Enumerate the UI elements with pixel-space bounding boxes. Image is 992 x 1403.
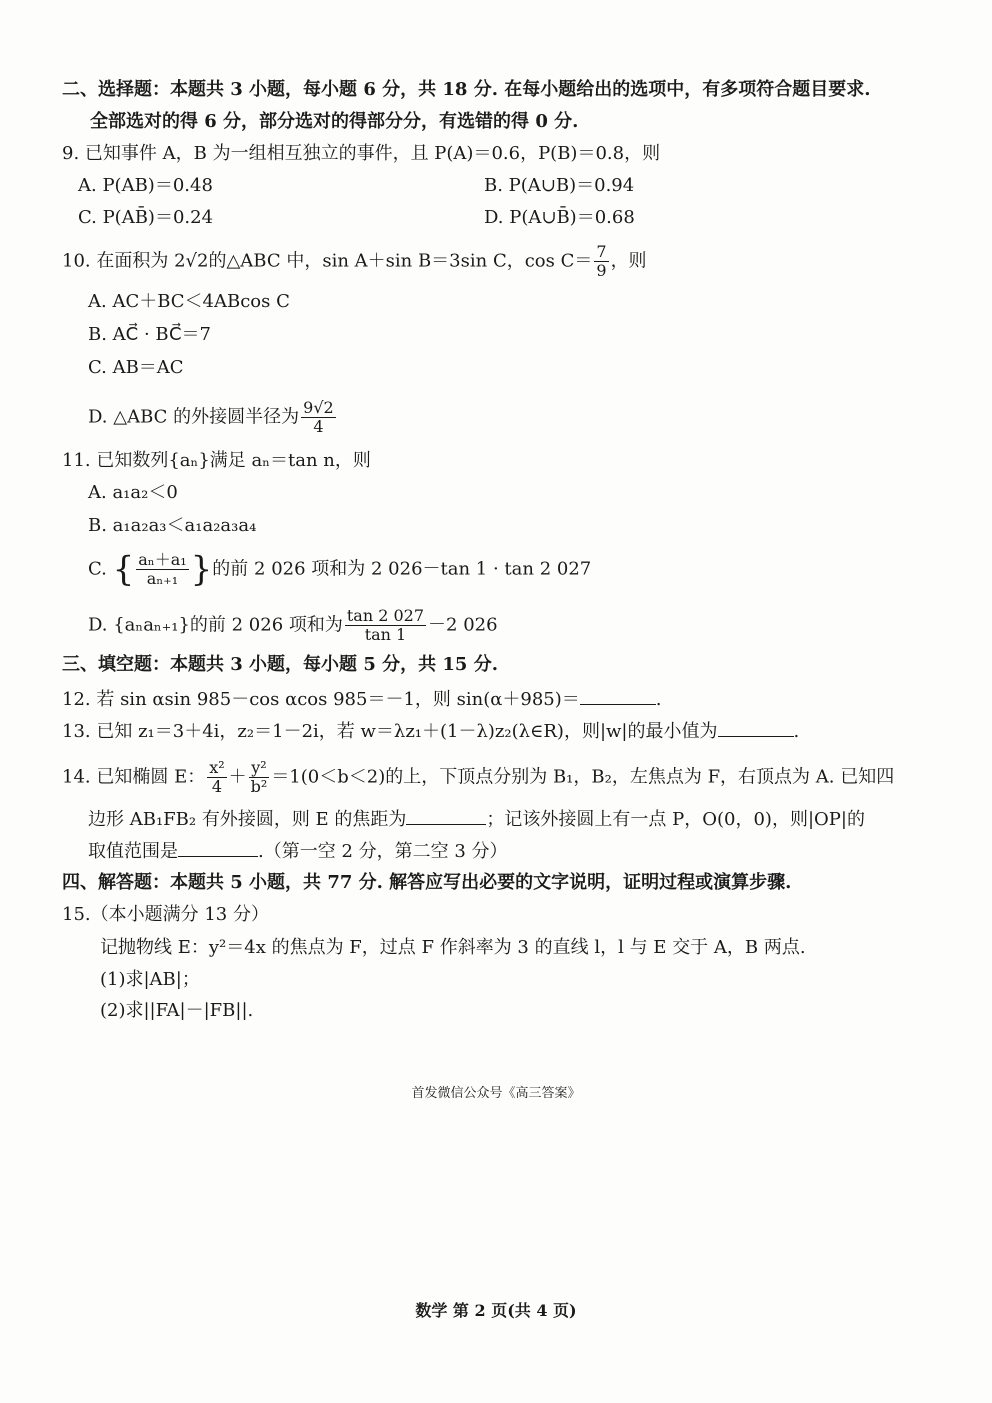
q14-x-den: 4 xyxy=(211,777,223,796)
q11-option-d xyxy=(88,608,498,643)
q11-option-c-label: C. xyxy=(88,558,107,580)
q11-option-c xyxy=(88,549,592,590)
q10-stem-text: 10. 在面积为 2√2的△ABC 中，sin A＋sin B＝3sin C，cos C＝ xyxy=(62,250,593,272)
q10-option-c: C. AB＝AC xyxy=(88,357,184,378)
q11-option-b: B. a₁a₂a₃＜a₁a₂a₃a₄ xyxy=(88,515,257,536)
q14-line3-text: 取值范围是 xyxy=(88,841,178,862)
q12-end: . xyxy=(655,689,662,710)
q15-part1: (1)求|AB|； xyxy=(100,969,200,990)
section2-title: 二、选择题：本题共 3 小题，每小题 6 分，共 18 分. 在每小题给出的选项中，有多项符合题目要求. xyxy=(62,79,871,100)
q14-y-den: b² xyxy=(250,777,268,796)
q9-option-d: D. P(A∪B̄)＝0.68 xyxy=(484,207,635,228)
q12-answer-blank[interactable] xyxy=(580,686,656,705)
q11-c-fraction xyxy=(136,552,188,587)
q9-stem: 9. 已知事件 A，B 为一组相互独立的事件，且 P(A)＝0.6，P(B)＝0.8，则 xyxy=(62,143,661,164)
section2-instructions: 全部选对的得 6 分，部分选对的得部分分，有选错的得 0 分. xyxy=(90,111,579,132)
q14-x-num: x² xyxy=(209,758,225,777)
q10-option-d xyxy=(88,400,338,435)
q11-c-num: aₙ＋a₁ xyxy=(138,550,187,569)
q14-answer-blank-2[interactable] xyxy=(178,838,258,857)
q14-line2-end: ；记该外接圆上有一点 P，O(0，0)，则|OP|的 xyxy=(486,809,865,830)
q10-option-a: A. AC＋BC＜4ABcos C xyxy=(88,291,290,312)
q10-frac-den: 9 xyxy=(596,261,607,280)
q14-answer-blank-1[interactable] xyxy=(406,806,486,825)
q10-frac-num: 7 xyxy=(596,242,607,261)
left-brace: { xyxy=(112,549,135,590)
q15-body: 记抛物线 E：y²＝4x 的焦点为 F，过点 F 作斜率为 3 的直线 l，l 与 E 交于 A，B 两点. xyxy=(100,937,806,958)
q13 xyxy=(62,718,799,744)
q14-y-fraction xyxy=(249,760,270,795)
q13-end: . xyxy=(793,721,800,742)
q10-stem-end: ，则 xyxy=(610,250,647,272)
q12 xyxy=(62,686,662,712)
q10-option-b: B. AC⃗ · BC⃗＝7 xyxy=(88,324,211,345)
q11-stem: 11. 已知数列{aₙ}满足 aₙ＝tan n，则 xyxy=(62,450,371,471)
q14-x-fraction xyxy=(207,760,226,795)
q14-line2 xyxy=(88,806,865,832)
q13-text: 13. 已知 z₁＝3＋4i，z₂＝1－2i，若 w＝λz₁＋(1－λ)z₂(λ∈R)，则|w|的最小值为 xyxy=(62,721,718,742)
section3-title: 三、填空题：本题共 3 小题，每小题 5 分，共 15 分. xyxy=(62,654,498,675)
q14-line2-text: 边形 AB₁FB₂ 有外接圆，则 E 的焦距为 xyxy=(88,809,407,830)
q10-option-d-text: D. △ABC 的外接圆半径为 xyxy=(88,406,300,428)
page-footer: 数学 第 2 页(共 4 页) xyxy=(415,1301,577,1320)
q14-line3 xyxy=(88,838,508,864)
q14-y-num: y² xyxy=(251,758,267,777)
q15-part2: (2)求||FA|－|FB||. xyxy=(100,1000,254,1021)
q14-text: 14. 已知椭圆 E： xyxy=(62,766,206,788)
q10-radius-fraction xyxy=(301,400,336,435)
q14-line1 xyxy=(62,760,894,795)
q9-option-b: B. P(A∪B)＝0.94 xyxy=(484,175,635,196)
q11-option-a: A. a₁a₂＜0 xyxy=(88,482,178,503)
q11-d-den: tan 1 xyxy=(364,625,407,644)
q13-answer-blank[interactable] xyxy=(718,718,794,737)
q10-stem xyxy=(62,244,647,279)
q10-cos-fraction xyxy=(594,244,608,279)
right-brace: } xyxy=(190,549,213,590)
q9-option-c: C. P(AB̄)＝0.24 xyxy=(78,207,214,228)
q11-option-d-text: D. {aₙaₙ₊₁}的前 2 026 项和为 xyxy=(88,614,343,636)
q14-line3-end: .（第一空 2 分，第二空 3 分） xyxy=(258,841,508,862)
q11-c-den: aₙ₊₁ xyxy=(146,569,179,588)
q11-option-c-text: 的前 2 026 项和为 2 026－tan 1 · tan 2 027 xyxy=(212,558,592,580)
section4-title: 四、解答题：本题共 5 小题，共 77 分. 解答应写出必要的文字说明，证明过程或演算步骤. xyxy=(62,872,792,893)
q15-head: 15.（本小题满分 13 分） xyxy=(62,904,269,925)
q10-radius-den: 4 xyxy=(313,417,324,436)
q10-radius-num: 9√2 xyxy=(303,398,334,417)
watermark-text: 首发微信公众号《高三答案》 xyxy=(411,1086,581,1101)
q12-text: 12. 若 sin αsin 985－cos αcos 985＝－1，则 sin(α＋985)＝ xyxy=(62,689,580,710)
q11-d-num: tan 2 027 xyxy=(346,606,425,625)
q11-option-d-end: －2 026 xyxy=(428,614,498,636)
q9-option-a: A. P(AB)＝0.48 xyxy=(78,175,213,196)
q11-d-fraction xyxy=(345,608,426,643)
q14-text-2: ＝1(0＜b＜2)的上，下顶点分别为 B₁，B₂，左焦点为 F，右顶点为 A. 已知四 xyxy=(271,766,895,788)
q14-plus: ＋ xyxy=(228,766,247,788)
